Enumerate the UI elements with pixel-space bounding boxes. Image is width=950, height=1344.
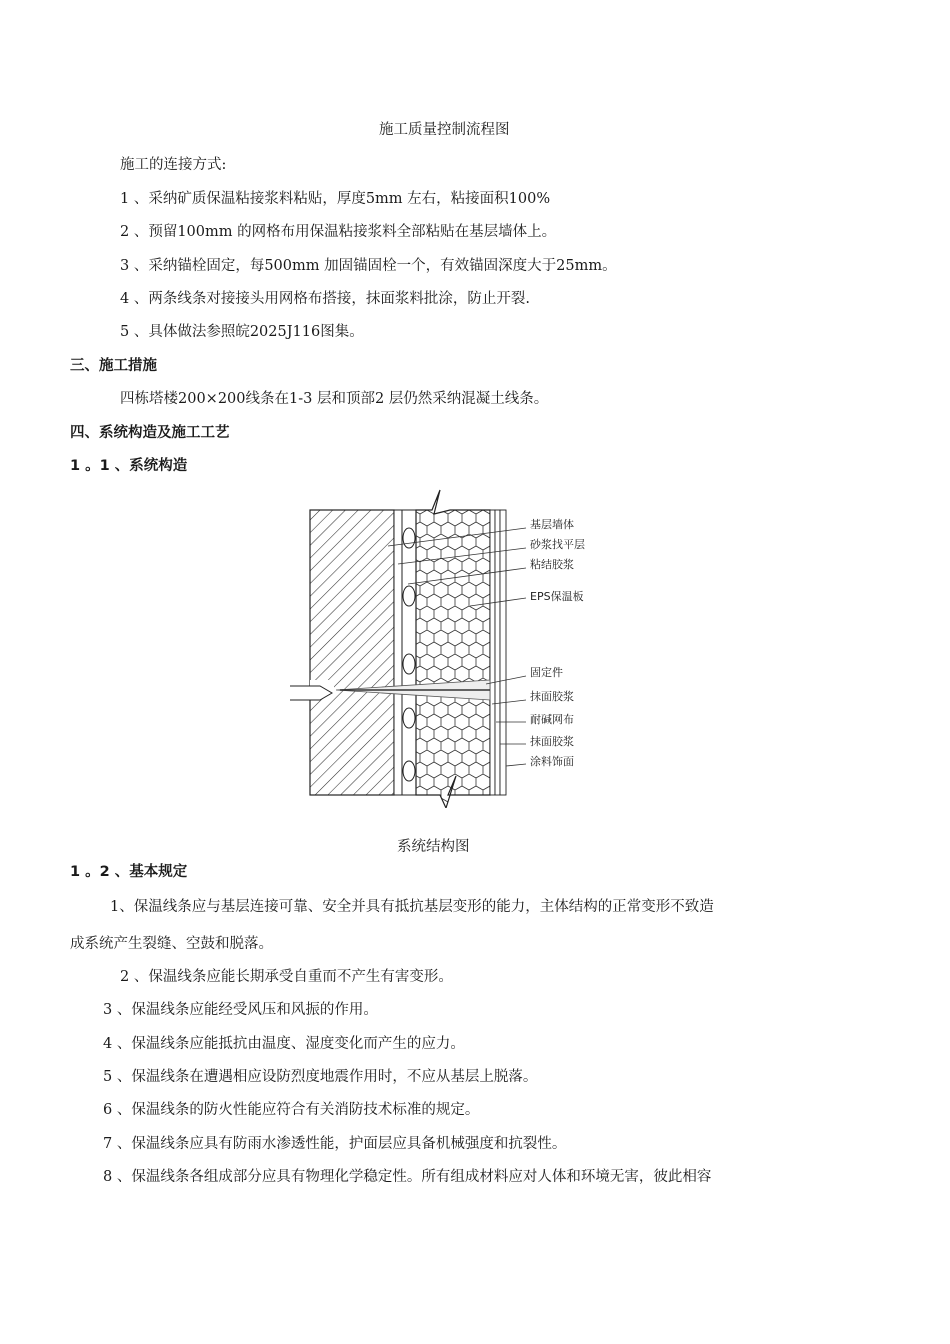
rule-2: 2 、保温线条应能长期承受自重而不产生有害变形。 <box>120 969 453 985</box>
rule-1-line-2: 成系统产生裂缝、空鼓和脱落。 <box>70 936 273 952</box>
rule-3: 3 、保温线条应能经受风压和风振的作用。 <box>103 1002 378 1018</box>
label-mortar-layer: 砂浆找平层 <box>530 538 585 551</box>
label-mesh: 耐碱网布 <box>530 713 574 726</box>
connection-item-4: 4 、两条线条对接接头用网格布搭接，抹面浆料批涂，防止开裂. <box>120 291 530 307</box>
connection-item-1: 1 、采纳矿质保温粘接浆料粘贴，厚度5mm 左右，粘接面积100% <box>120 191 551 207</box>
section-3-text: 四栋塔楼200×200线条在1-3 层和顶部2 层仍然采纳混凝土线条。 <box>120 391 549 407</box>
figure-caption: 系统结构图 <box>397 839 470 855</box>
rule-5: 5 、保温线条在遭遇相应设防烈度地震作用时，不应从基层上脱落。 <box>103 1069 538 1085</box>
section-4-heading: 四、系统构造及施工工艺 <box>70 425 230 441</box>
rule-4: 4 、保温线条应能抵抗由温度、湿度变化而产生的应力。 <box>103 1036 465 1052</box>
label-adhesive: 粘结胶浆 <box>530 558 574 571</box>
connection-item-3: 3 、采纳锚栓固定，每500mm 加固锚固栓一个，有效锚固深度大于25mm。 <box>120 258 617 274</box>
connection-item-2: 2 、预留100mm 的网格布用保温粘接浆料全部粘贴在基层墙体上。 <box>120 224 557 240</box>
mortar-layer <box>394 510 402 795</box>
label-finish-coat: 抹面胶浆 <box>530 735 574 748</box>
adhesive-layer <box>402 510 416 795</box>
rule-6: 6 、保温线条的防火性能应符合有关消防技术标准的规定。 <box>103 1102 480 1118</box>
label-paint-finish: 涂料饰面 <box>530 755 574 768</box>
subsection-1-2-heading: 1 。2 、基本规定 <box>70 864 188 880</box>
rule-8: 8 、保温线条各组成部分应具有物理化学稳定性。所有组成材料应对人体和环境无害，彼此相容 <box>103 1169 712 1185</box>
connection-heading: 施工的连接方式: <box>120 157 227 173</box>
system-structure-diagram <box>280 486 600 808</box>
subsection-1-1-heading: 1 。1 、系统构造 <box>70 458 188 474</box>
connection-item-5: 5 、具体做法参照皖2025J116图集。 <box>120 324 364 340</box>
label-anchor: 固定件 <box>530 666 563 679</box>
doc-title: 施工质量控制流程图 <box>379 122 510 138</box>
label-base-wall: 基层墙体 <box>530 518 574 531</box>
label-base-coat: 抹面胶浆 <box>530 690 574 703</box>
rule-1-line-1: 1、保温线条应与基层连接可靠、安全并具有抵抗基层变形的能力，主体结构的正常变形不致造 <box>110 899 714 915</box>
section-3-heading: 三、施工措施 <box>70 358 157 374</box>
base-wall <box>310 510 394 795</box>
label-eps-board: EPS保温板 <box>530 590 584 603</box>
rule-7: 7 、保温线条应具有防雨水渗透性能，护面层应具备机械强度和抗裂性。 <box>103 1136 567 1152</box>
